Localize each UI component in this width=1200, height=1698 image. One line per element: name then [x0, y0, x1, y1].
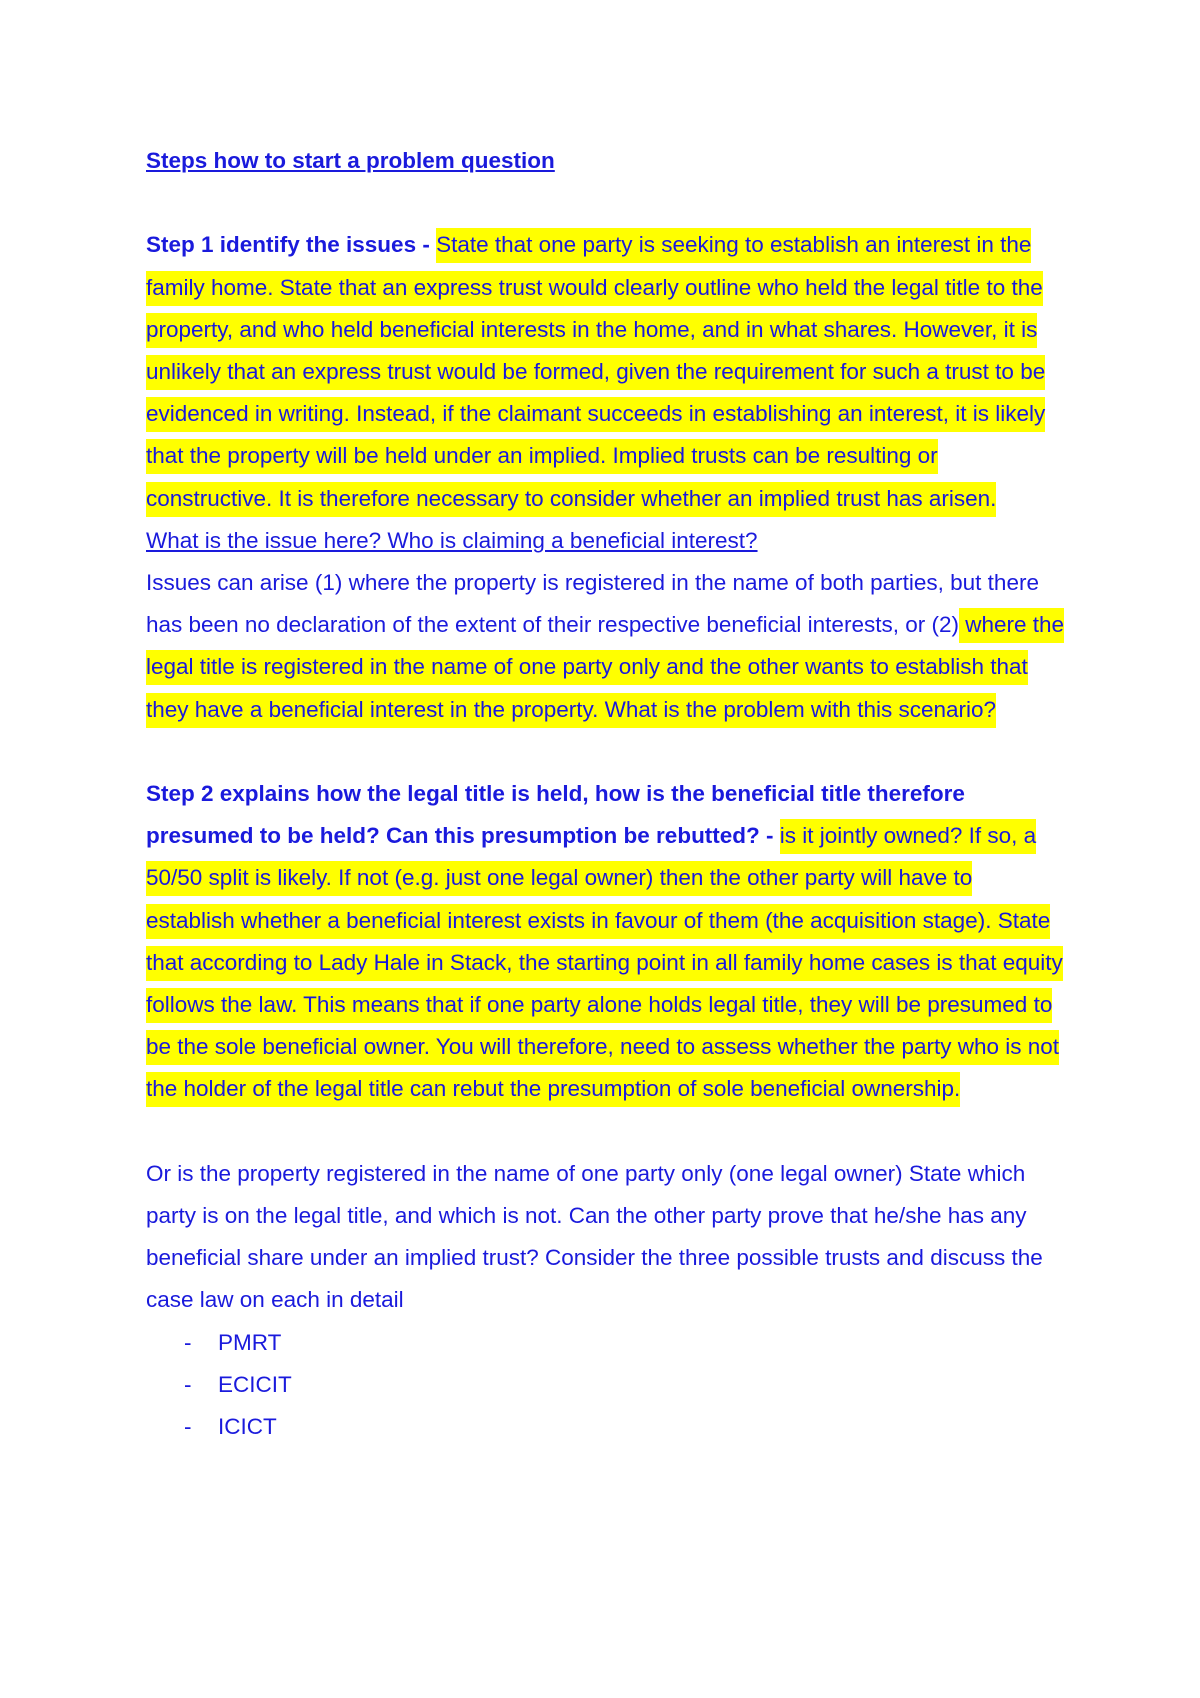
document-title: Steps how to start a problem question	[146, 148, 555, 173]
list-dash: -	[184, 1414, 192, 1440]
list-item-label: ICICT	[218, 1414, 277, 1440]
list-dash: -	[184, 1371, 192, 1397]
paragraph-spacer	[146, 731, 1066, 773]
or-paragraph: Or is the property registered in the name of one party only (one legal owner) State which party is on the legal title, and which is not. Can the other party prove that he/she has any beneficial share under an implied trust? Consider the three possible trusts and discuss the case law on each in detail	[146, 1160, 1043, 1313]
trust-list	[146, 1322, 1066, 1449]
document-page	[146, 140, 1066, 1448]
step1-heading: Step 1 identify the issues -	[146, 232, 437, 258]
list-item	[146, 1322, 1066, 1364]
paragraph-spacer	[146, 1111, 1066, 1153]
list-item-label: ECICIT	[218, 1371, 292, 1397]
issues-paragraph	[146, 562, 1066, 731]
step2-paragraph	[146, 773, 1066, 1111]
step1-paragraph	[146, 224, 1066, 519]
issues-plain-text: Issues can arise (1) where the property is registered in the name of both parties, but there has been no declaration of the extent of their respective beneficial interests, or (2)	[146, 570, 1039, 638]
list-item-label: PMRT	[218, 1329, 282, 1355]
list-item	[146, 1406, 1066, 1448]
list-dash: -	[184, 1329, 192, 1355]
step2-heading: Step 2 explains how the legal title is held, how is the beneficial title therefore presumed to be held? Can this presumption be rebutted? -	[146, 781, 965, 849]
step1-question: What is the issue here? Who is claiming a beneficial interest?	[146, 527, 758, 553]
step1-highlighted-text: State that one party is seeking to establish an interest in the family home. State that an express trust would clearly outline who held the legal title to the property, and who held beneficial interests in the home, and in what shares. However, it is unlikely that an express trust would be formed, given the requirement for such a trust to be evidenced in writing. Instead, if the claimant succeeds in establishing an interest, it is likely that the property will be held under an implied. Implied trusts can be resulting or constructive. It is therefore necessary to consider whether an implied trust has arisen.	[146, 228, 1045, 516]
list-item	[146, 1364, 1066, 1406]
issues-highlighted-text: where the legal title is registered in the name of one party only and the other wants to establish that they have a beneficial interest in the property. What is the problem with this scenario?	[146, 608, 1064, 727]
step2-highlighted-text: is it jointly owned? If so, a 50/50 split is likely. If not (e.g. just one legal owner) then the other party will have to establish whether a beneficial interest exists in favour of them (the acquisition stage). State that according to Lady Hale in Stack, the starting point in all family home cases is that equity follows the law. This means that if one party alone holds legal title, they will be presumed to be the sole beneficial owner. You will therefore, need to assess whether the party who is not the holder of the legal title can rebut the presumption of sole beneficial ownership.	[146, 819, 1063, 1107]
